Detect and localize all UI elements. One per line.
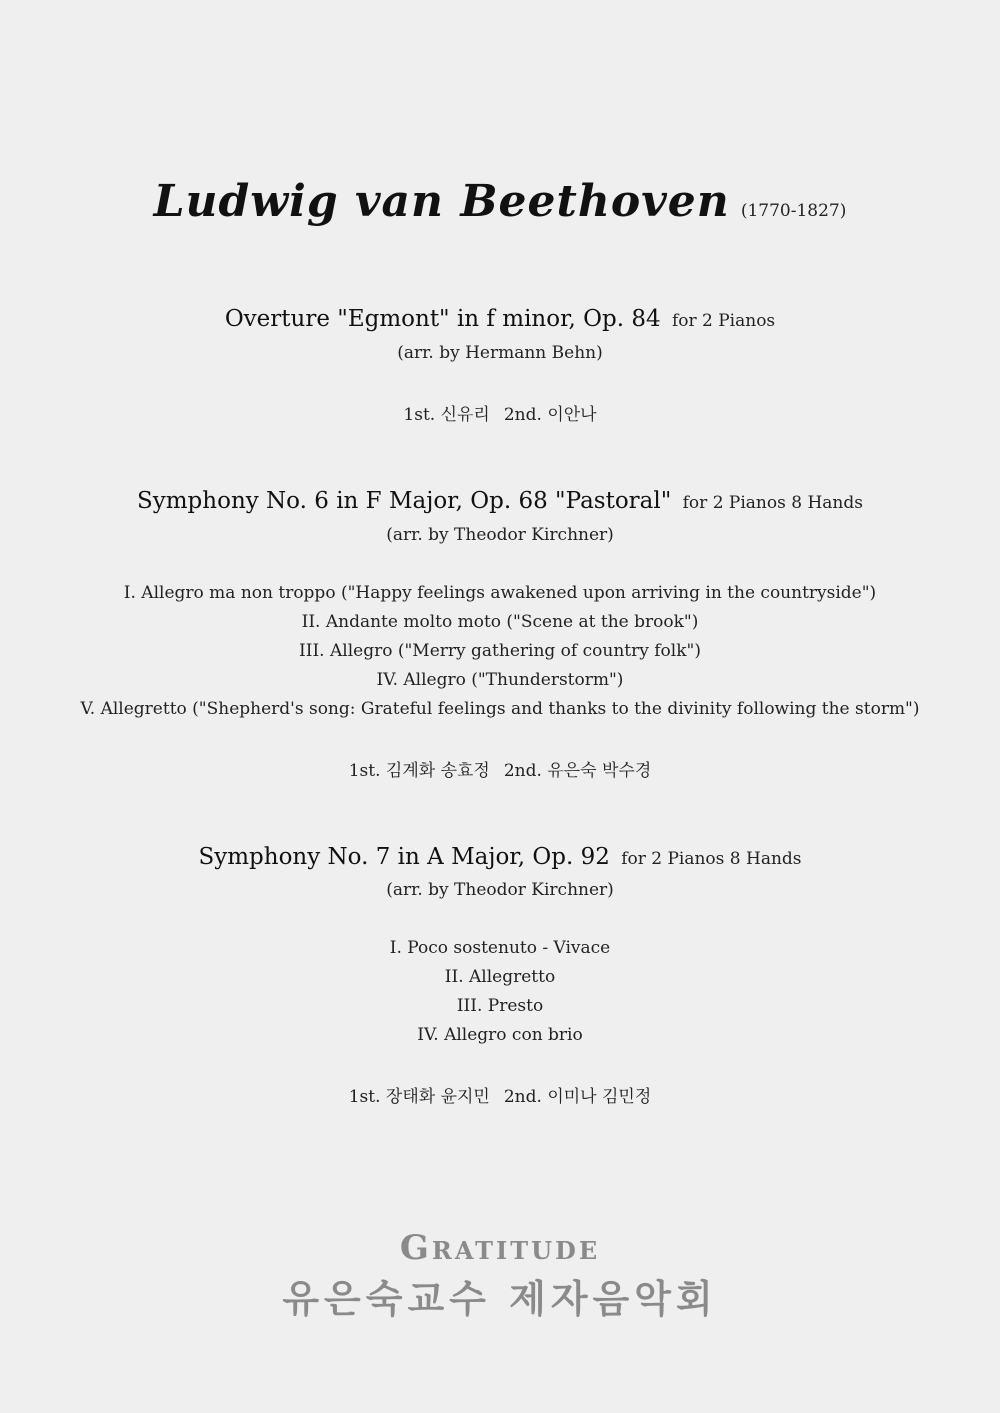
piece-scoring: for 2 Pianos — [671, 311, 776, 331]
piece-title-text: Overture "Egmont" in f minor, Op. 84 — [224, 306, 661, 332]
movement: III. Presto — [456, 996, 544, 1016]
piece-arranger: (arr. by Hermann Behn) — [397, 343, 603, 363]
composer-heading — [0, 176, 1000, 227]
first-piano-performers: 1st. 김계화 송효정 — [348, 761, 490, 781]
movement: I. Allegro ma non troppo ("Happy feelings awakened upon arriving in the countryside") — [123, 583, 877, 603]
movement: I. Poco sostenuto - Vivace — [389, 938, 611, 958]
movement: II. Allegretto — [444, 967, 556, 987]
piece-title-text: Symphony No. 6 in F Major, Op. 68 "Pastoral" — [137, 488, 672, 514]
second-piano-performers: 2nd. 이미나 김민정 — [503, 1087, 652, 1107]
second-piano-performers: 2nd. 이안나 — [503, 405, 597, 425]
first-piano-performers: 1st. 장태화 윤지민 — [348, 1087, 490, 1107]
first-piano-performers: 1st. 신유리 — [403, 405, 490, 425]
piece-arranger: (arr. by Theodor Kirchner) — [386, 525, 614, 545]
piece-arranger: (arr. by Theodor Kirchner) — [386, 880, 614, 900]
piece-title — [0, 844, 1000, 870]
movement: V. Allegretto ("Shepherd's song: Grateful feelings and thanks to the divinity following the storm") — [80, 699, 920, 719]
composer-dates: (1770-1827) — [740, 201, 847, 221]
piece-title — [0, 488, 1000, 514]
second-piano-performers: 2nd. 유은숙 박수경 — [503, 761, 652, 781]
movement: IV. Allegro con brio — [417, 1025, 583, 1045]
piece-title-text: Symphony No. 7 in A Major, Op. 92 — [198, 844, 610, 870]
composer-name: Ludwig van Beethoven — [153, 176, 730, 227]
footer-concert-title: 유은숙교수 제자음악회 — [282, 1276, 718, 1321]
piece-title — [0, 306, 1000, 332]
movement: III. Allegro ("Merry gathering of country folk") — [299, 641, 701, 661]
footer-gratitude: Gratitude — [399, 1228, 601, 1268]
piece-performers — [0, 756, 1000, 781]
piece-performers — [0, 1082, 1000, 1107]
piece-scoring: for 2 Pianos 8 Hands — [682, 493, 863, 513]
movement: IV. Allegro ("Thunderstorm") — [376, 670, 624, 690]
piece-scoring: for 2 Pianos 8 Hands — [621, 849, 802, 869]
movement: II. Andante molto moto ("Scene at the brook") — [301, 612, 699, 632]
piece-performers — [0, 400, 1000, 425]
